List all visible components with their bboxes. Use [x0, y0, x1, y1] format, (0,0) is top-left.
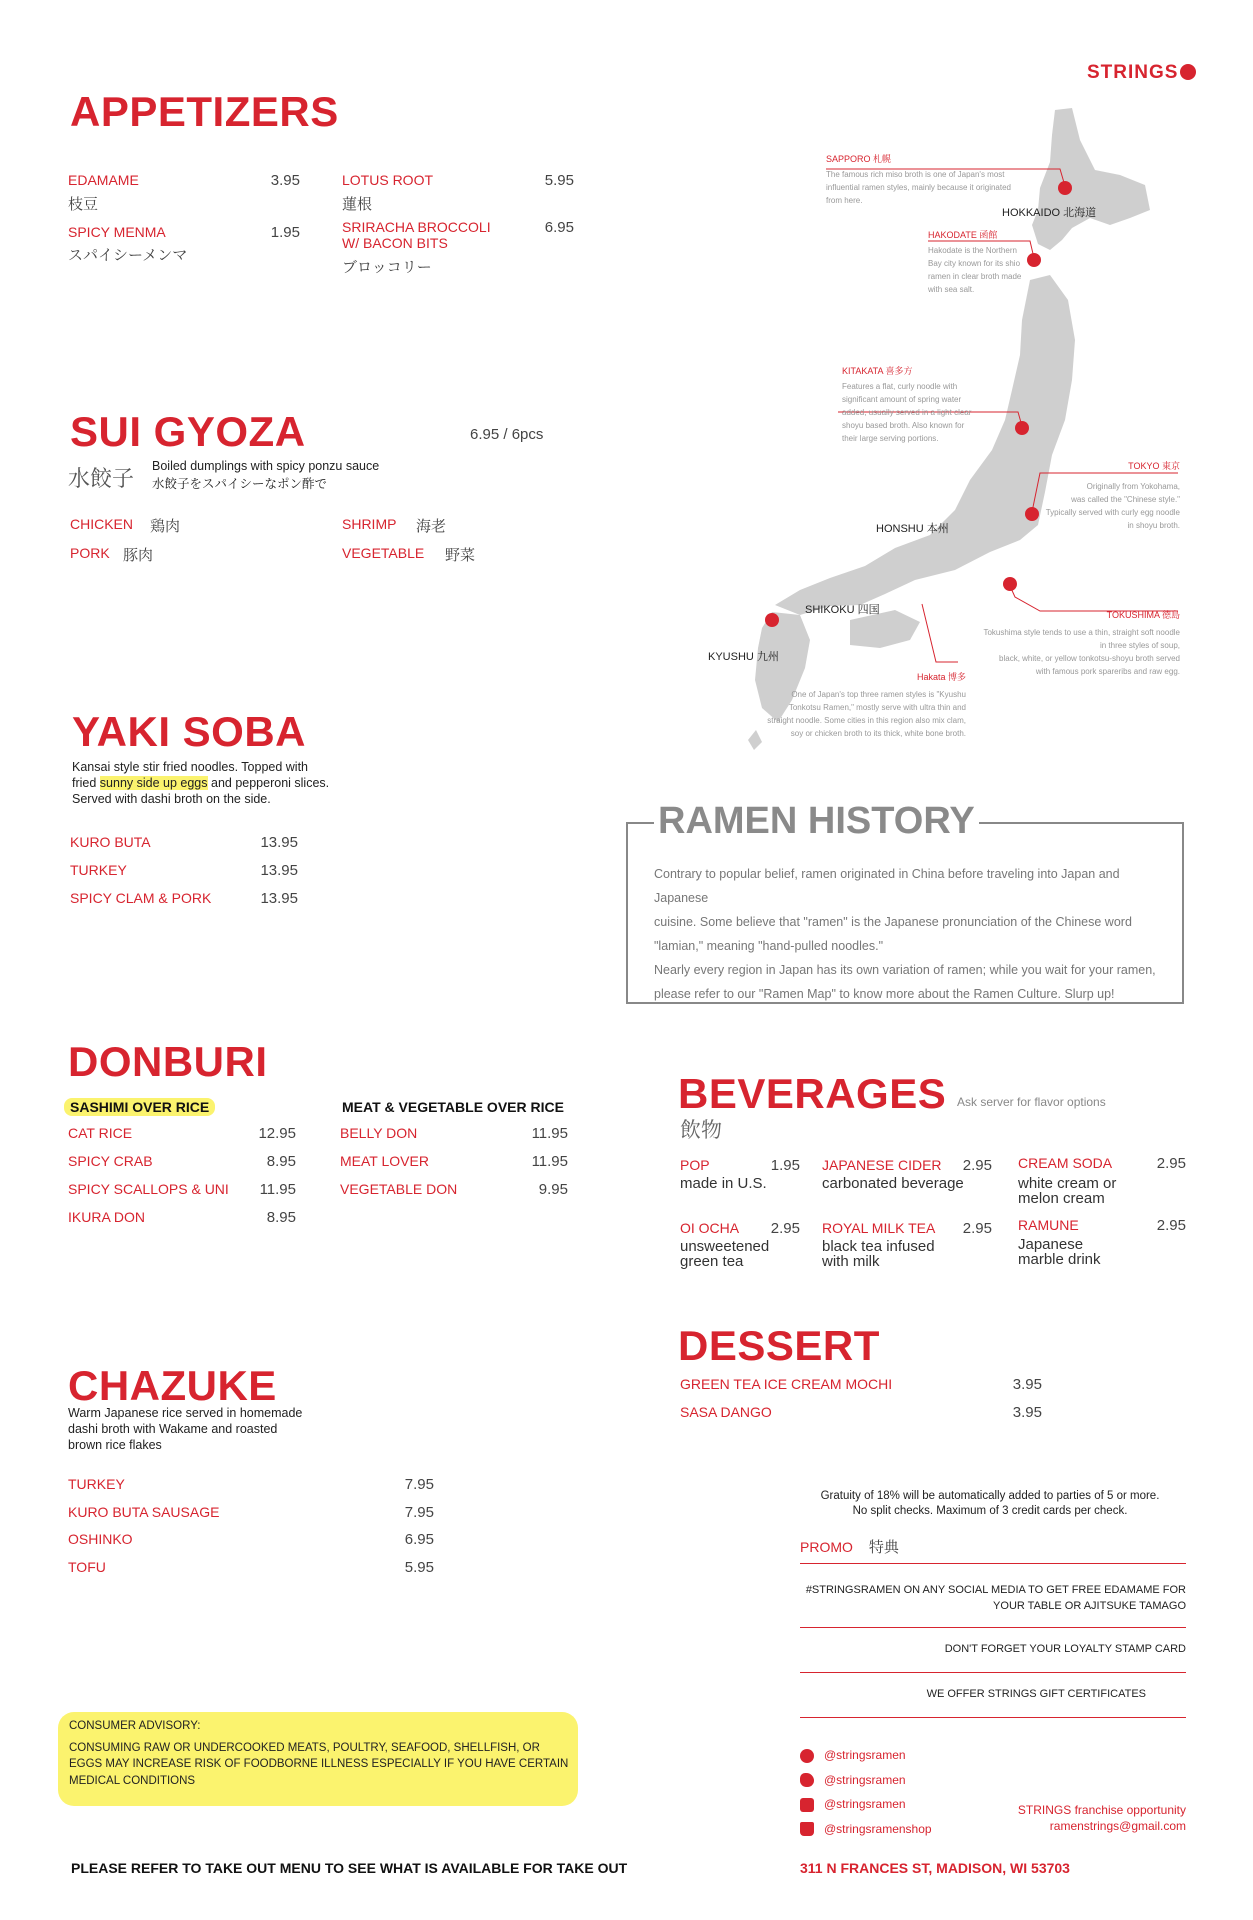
- yakisoba-title: YAKI SOBA: [72, 708, 307, 755]
- beverage-price: 2.95: [1156, 1217, 1186, 1234]
- loyalty-note: DON'T FORGET YOUR LOYALTY STAMP CARD: [944, 1643, 1186, 1655]
- map-city-kitakata: KITAKATA 喜多方: [842, 366, 913, 376]
- donburi-price: 11.95: [531, 1153, 568, 1170]
- gyoza-item-jp: 野菜: [445, 547, 476, 564]
- yakisoba-item: KURO BUTA: [70, 834, 151, 850]
- donburi-price: 11.95: [531, 1125, 568, 1142]
- yakisoba-price: 13.95: [260, 834, 298, 851]
- social-item[interactable]: @stringsramenshop: [800, 1817, 932, 1842]
- takeout-note: PLEASE REFER TO TAKE OUT MENU TO SEE WHAT IS AVAILABLE FOR TAKE OUT: [71, 1860, 628, 1876]
- beverage-desc: made in U.S.: [680, 1175, 767, 1192]
- chazuke-item: TURKEY: [68, 1476, 125, 1492]
- gyoza-item: SHRIMP: [342, 516, 397, 532]
- donburi-item: VEGETABLE DON: [340, 1181, 458, 1197]
- donburi-price: 8.95: [266, 1153, 296, 1170]
- yakisoba-desc-line1: Kansai style stir fried noodles. Topped with: [72, 760, 309, 774]
- beverage-name: RAMUNE: [1018, 1217, 1079, 1233]
- map-city-tokyo: TOKYO 東京: [1128, 461, 1180, 471]
- shop-icon: [800, 1822, 814, 1836]
- twitter-icon: [800, 1773, 814, 1787]
- tokushima-pin-icon: [1003, 577, 1017, 591]
- map-note-sapporo: The famous rich miso broth is one of Japan's most influential ramen styles, mainly because it originated from here.: [826, 170, 1011, 205]
- map-note-kitakata: Features a flat, curly noodle with significant amount of spring water added, usually served in a light clear shoyu based broth. Also known for their large serving portions.: [842, 382, 972, 443]
- map-note-hakodate: Hakodate is the Northern Bay city known for its shio ramen in clear broth made with sea salt.: [928, 246, 1022, 294]
- dessert-item: SASA DANGO: [680, 1404, 772, 1420]
- donburi-col1-title: SASHIMI OVER RICE: [64, 1098, 215, 1116]
- kitakata-pin-icon: [1015, 421, 1029, 435]
- social-list: [800, 1743, 932, 1841]
- beverage-desc: black tea infused with milk: [822, 1238, 935, 1270]
- divider: [800, 1563, 1186, 1564]
- map-region-hokkaido: HOKKAIDO 北海道: [1002, 207, 1097, 219]
- gyoza-price: 6.95 / 6pcs: [470, 426, 544, 443]
- promo-label: PROMO 特典: [800, 1539, 899, 1556]
- appetizer-price: 1.95: [270, 224, 300, 241]
- appetizer-price: 3.95: [270, 172, 300, 189]
- appetizer-name: SPICY MENMA: [68, 224, 166, 240]
- donburi-item: IKURA DON: [68, 1209, 146, 1225]
- beverage-name: CREAM SODA: [1018, 1155, 1113, 1171]
- appetizer-price: 6.95: [544, 219, 574, 236]
- beverage-desc: unsweetened green tea: [680, 1238, 770, 1270]
- honshu-shape: [775, 275, 1075, 615]
- chazuke-title: CHAZUKE: [68, 1362, 277, 1409]
- social-item[interactable]: @stringsramen: [800, 1768, 932, 1793]
- beverage-name: ROYAL MILK TEA: [822, 1220, 936, 1236]
- gyoza-item: VEGETABLE: [342, 545, 425, 561]
- appetizer-jp: ブロッコリー: [342, 259, 432, 276]
- yakisoba-desc: [72, 759, 329, 807]
- dessert-item: GREEN TEA ICE CREAM MOCHI: [680, 1376, 893, 1392]
- gyoza-jp-title: 水餃子: [68, 466, 135, 491]
- map-region-kyushu: KYUSHU 九州: [708, 651, 779, 663]
- gyoza-item-jp: 豚肉: [123, 547, 154, 564]
- dessert-price: 3.95: [1012, 1404, 1042, 1421]
- map-note-tokyo: Originally from Yokohama, was called the "Chinese style." Typically served with curly egg noodle in shoyu broth.: [1045, 482, 1180, 530]
- hakodate-pin-icon: [1027, 253, 1041, 267]
- beverage-price: 1.95: [770, 1157, 800, 1174]
- promo-jp: 特典: [868, 1539, 899, 1556]
- appetizer-name: LOTUS ROOT: [342, 172, 434, 188]
- gyoza-title: SUI GYOZA: [70, 408, 306, 455]
- gyoza-item-jp: 鶏肉: [150, 518, 181, 535]
- yakisoba-price: 13.95: [260, 862, 298, 879]
- chazuke-price: 7.95: [404, 1476, 434, 1493]
- appetizer-jp: 蓮根: [342, 196, 373, 213]
- map-note-hakata: One of Japan's top three ramen styles is "Kyushu Tonkotsu Ramen," mostly serve with ultra thin and straight noodle. Some cities in this region also mix clam, soy or chicken broth to its thick, white bone broth.: [767, 690, 966, 738]
- chazuke-desc: Warm Japanese rice served in homemade dashi broth with Wakame and roasted brown rice flakes: [68, 1406, 303, 1452]
- beverage-price: 2.95: [962, 1157, 992, 1174]
- donburi-price: 9.95: [538, 1181, 568, 1198]
- donburi-item: SPICY CRAB: [68, 1153, 153, 1169]
- beverage-desc: carbonated beverage: [822, 1175, 964, 1192]
- donburi-item: CAT RICE: [68, 1125, 133, 1141]
- beverage-name: OI OCHA: [680, 1220, 740, 1236]
- chazuke-price: 7.95: [404, 1504, 434, 1521]
- gyoza-desc: Boiled dumplings with spicy ponzu sauce: [152, 459, 380, 473]
- appetizers-title: APPETIZERS: [70, 88, 339, 135]
- gift-note: WE OFFER STRINGS GIFT CERTIFICATES: [926, 1688, 1146, 1700]
- franchise-info: STRINGS franchise opportunity ramenstrings@gmail.com: [960, 1802, 1186, 1834]
- chazuke-price: 5.95: [404, 1559, 434, 1576]
- dessert-title: DESSERT: [678, 1322, 880, 1369]
- donburi-title: DONBURI: [68, 1038, 268, 1085]
- gratuity-note: Gratuity of 18% will be automatically added to parties of 5 or more. No split checks. Maximum of 3 credit cards per check.: [820, 1490, 1160, 1517]
- beverage-price: 2.95: [962, 1220, 992, 1237]
- gyoza-item: CHICKEN: [70, 516, 134, 532]
- divider: [800, 1672, 1186, 1673]
- map-city-hakata: Hakata 博多: [916, 672, 966, 682]
- appetizer-jp: スパイシーメンマ: [68, 247, 188, 264]
- donburi-item: MEAT LOVER: [340, 1153, 429, 1169]
- gyoza-item: PORK: [70, 545, 110, 561]
- yakisoba-highlight: sunny side up eggs: [99, 776, 208, 790]
- yakisoba-item: TURKEY: [70, 862, 127, 878]
- divider: [800, 1717, 1186, 1718]
- chazuke-item: KURO BUTA SAUSAGE: [68, 1504, 220, 1520]
- chazuke-item: TOFU: [68, 1559, 106, 1575]
- donburi-col2-title: MEAT & VEGETABLE OVER RICE: [342, 1099, 564, 1115]
- map-city-sapporo: SAPPORO 札幌: [826, 154, 892, 164]
- social-item[interactable]: @stringsramen: [800, 1792, 932, 1817]
- donburi-item: SPICY SCALLOPS & UNI: [68, 1181, 229, 1197]
- beverage-price: 2.95: [1156, 1155, 1186, 1172]
- brand-logo: STRINGS: [1087, 62, 1196, 84]
- chazuke-item: OSHINKO: [68, 1531, 133, 1547]
- instagram-icon: [800, 1798, 814, 1812]
- beverage-name: POP: [680, 1157, 710, 1173]
- yakisoba-item: SPICY CLAM & PORK: [70, 890, 212, 906]
- beverages-title: BEVERAGES: [678, 1070, 947, 1117]
- advisory-title: CONSUMER ADVISORY:: [69, 1720, 201, 1732]
- donburi-price: 11.95: [259, 1181, 296, 1198]
- yakisoba-desc-line3: Served with dashi broth on the side.: [72, 792, 271, 806]
- appetizer-price: 5.95: [544, 172, 574, 189]
- hokkaido-shape: [1032, 108, 1150, 250]
- sapporo-pin-icon: [1058, 181, 1072, 195]
- address: 311 N FRANCES ST, MADISON, WI 53703: [800, 1860, 1070, 1876]
- beverage-desc: white cream or melon cream: [1018, 1175, 1117, 1207]
- advisory-text: CONSUMER ADVISORY: CONSUMING RAW OR UNDERCOOKED MEATS, POULTRY, SEAFOOD, SHELLFISH, OR EGGS MAY INCREASE RISK OF FOODBORNE ILLNESS ESPECIALLY IF YOU HAVE CERTAIN MEDICAL CONDITIONS: [69, 1720, 569, 1787]
- logo-mark-icon: [1180, 64, 1196, 80]
- hakata-pin-icon: [765, 613, 779, 627]
- beverage-name: JAPANESE CIDER: [822, 1157, 942, 1173]
- history-text: Contrary to popular belief, ramen originated in China before traveling into Japan and Japanese cuisine. Some believe that "ramen" is the Japanese pronunciation of the Chinese word "lamian," meaning "hand-pulled noodles." Nearly every region in Japan has its own variation of ramen; while you wait for your ramen, please refer to our "Ramen Map" to know more about the Ramen Culture. Slurp up!: [654, 867, 1156, 1001]
- donburi-price: 12.95: [258, 1125, 296, 1142]
- map-region-shikoku: SHIKOKU 四国: [805, 604, 880, 616]
- yakisoba-desc-line2: fried sunny side up eggs and pepperoni slices.: [72, 776, 330, 790]
- history-title: RAMEN HISTORY: [654, 800, 979, 843]
- appetizer-name: SRIRACHA BROCCOLI: [342, 219, 491, 235]
- beverages-note: Ask server for flavor options: [957, 1095, 1106, 1109]
- map-city-hakodate: HAKODATE 函館: [928, 230, 998, 240]
- franchise-email[interactable]: ramenstrings@gmail.com: [1049, 1819, 1186, 1833]
- gyoza-item-jp: 海老: [416, 518, 447, 535]
- divider: [800, 1627, 1186, 1628]
- gyoza-desc-jp: 水餃子をスパイシーなポン酢で: [152, 477, 328, 491]
- social-item[interactable]: @stringsramen: [800, 1743, 932, 1768]
- weibo-icon: [800, 1749, 814, 1763]
- yakisoba-price: 13.95: [260, 890, 298, 907]
- dessert-price: 3.95: [1012, 1376, 1042, 1393]
- appetizer-name-line2: W/ BACON BITS: [342, 235, 448, 251]
- appetizer-jp: 枝豆: [68, 196, 99, 213]
- promo-text: #STRINGSRAMEN ON ANY SOCIAL MEDIA TO GET FREE EDAMAME FOR YOUR TABLE OR AJITSUKE TAMAGO: [805, 1584, 1186, 1612]
- map-note-tokushima: Tokushima style tends to use a thin, straight soft noodle in three styles of soup, black, white, or yellow tonkotsu-shoyu broth served with famous pork spareribs and raw egg.: [983, 628, 1180, 676]
- chazuke-price: 6.95: [404, 1531, 434, 1548]
- beverage-desc: Japanese marble drink: [1018, 1236, 1101, 1268]
- donburi-item: BELLY DON: [340, 1125, 418, 1141]
- map-city-tokushima: TOKUSHIMA 徳島: [1106, 610, 1180, 620]
- beverages-jp: 飲物: [680, 1119, 722, 1142]
- beverage-price: 2.95: [770, 1220, 800, 1237]
- map-region-honshu: HONSHU 本州: [876, 523, 949, 535]
- appetizer-name: EDAMAME: [68, 172, 139, 188]
- donburi-price: 8.95: [266, 1209, 296, 1226]
